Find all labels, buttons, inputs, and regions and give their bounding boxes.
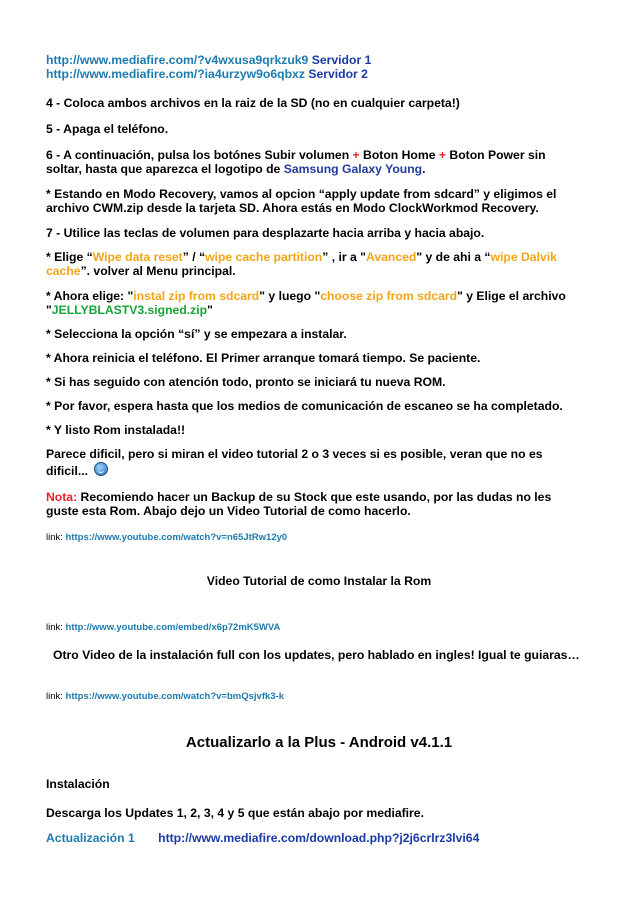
- reboot-step: * Ahora reinicia el teléfono. El Primer arranque tomará tiempo. Se paciente.: [46, 351, 481, 365]
- link-label: link:: [46, 691, 63, 702]
- step-7: 7 - Utilice las teclas de volumen para desplazarte hacia arriba y hacia abajo.: [46, 226, 485, 240]
- install-text: ": [207, 303, 213, 317]
- step-6-line-2: [46, 161, 426, 177]
- note-line-2: guste esta Rom. Abajo dejo un Video Tutorial de como hacerlo.: [46, 504, 411, 518]
- wipe-cache-option: wipe cache partition: [205, 250, 323, 264]
- video-link-1[interactable]: [46, 530, 287, 546]
- plus-sign: +: [438, 148, 447, 162]
- install-line-2: [46, 302, 213, 318]
- update-1-url[interactable]: http://www.mediafire.com/download.php?j2j6crlrz3lvi64: [158, 831, 480, 845]
- youtube-url-1[interactable]: https://www.youtube.com/watch?v=n65JtRw12y0: [65, 532, 288, 543]
- wipe-dalvik-cache-option: cache: [46, 264, 81, 278]
- rom-file-name: JELLYBLASTV3.signed.zip: [51, 303, 208, 317]
- note-label: Nota:: [46, 490, 78, 504]
- mirror-url-1[interactable]: http://www.mediafire.com/?v4wxusa9qrkzuk9: [46, 53, 309, 67]
- wipe-dalvik-option: wipe Dalvik: [490, 250, 557, 264]
- smiley-icon: [94, 462, 108, 476]
- hard-line-2: [46, 462, 108, 479]
- youtube-url-3[interactable]: https://www.youtube.com/watch?v=bmQsjvfk3-k: [65, 691, 284, 702]
- update-1-label: Actualización 1: [46, 831, 135, 845]
- hard-line-1: Parece dificil, pero si miran el video tutorial 2 o 3 veces si es posible, veran que no es: [46, 447, 543, 461]
- device-name: Samsung Galaxy Young: [283, 162, 423, 176]
- video-title-1: Video Tutorial de como Instalar la Rom: [206, 574, 432, 588]
- recovery-line-2: archivo CWM.zip desde la tarjeta SD. Ahora estás en Modo ClockWorkmod Recovery.: [46, 201, 539, 215]
- link-label: link:: [46, 622, 63, 633]
- hard-text: dificil...: [46, 464, 88, 478]
- install-heading: Instalación: [46, 777, 110, 791]
- choose-zip-option: choose zip from sdcard: [320, 289, 458, 303]
- mirror-label-2[interactable]: Servidor 2: [308, 67, 368, 81]
- link-label: link:: [46, 532, 63, 543]
- wipe-text: " y de ahi a “: [416, 250, 491, 264]
- follow-step: * Si has seguido con atención todo, pronto se iniciará tu nueva ROM.: [46, 375, 446, 389]
- mirror-link-2[interactable]: [46, 66, 368, 82]
- wipe-text: ”. volver al Menu principal.: [80, 264, 236, 278]
- youtube-url-2[interactable]: http://www.youtube.com/embed/x6p72mK5WVA: [65, 622, 281, 633]
- step-6-text-d: soltar, hasta que aparezca el logotipo de: [46, 162, 281, 176]
- recovery-line-1: * Estando en Modo Recovery, vamos al opcion “apply update from sdcard” y eligimos el: [46, 187, 557, 201]
- step-6-text-a: 6 - A continuación, pulsa los botónes Subir volumen: [46, 148, 350, 162]
- select-step: * Selecciona la opción “sí” y se empezara a instalar.: [46, 327, 347, 341]
- note-text: Recomiendo hacer un Backup de su Stock que este usando, por las dudas no les: [80, 490, 552, 504]
- wipe-line-2: [46, 263, 236, 279]
- install-text: ": [46, 303, 52, 317]
- install-zip-option: instal zip from sdcard: [133, 289, 260, 303]
- step-5: 5 - Apaga el teléfono.: [46, 122, 169, 136]
- wait-step: * Por favor, espera hasta que los medios de comunicación de escaneo se ha completado.: [46, 399, 563, 413]
- plus-sign: +: [352, 148, 360, 162]
- mirror-label-1[interactable]: Servidor 1: [311, 53, 372, 67]
- wipe-text: ” / “: [182, 250, 206, 264]
- advanced-option: Avanced: [365, 250, 417, 264]
- section-title: Actualizarlo a la Plus - Android v4.1.1: [185, 734, 453, 751]
- wipe-text: ” , ir a ": [322, 250, 366, 264]
- install-text: " y Elige el archivo: [457, 289, 566, 303]
- mirror-url-2[interactable]: http://www.mediafire.com/?ia4urzyw9o6qbxz: [46, 67, 305, 81]
- wipe-data-reset-option: Wipe data reset: [92, 250, 183, 264]
- step-6-text-e: .: [422, 162, 426, 176]
- step-6-text-c: Boton Power sin: [449, 148, 546, 162]
- video-link-2[interactable]: [46, 620, 280, 636]
- step-4: 4 - Coloca ambos archivos en la raiz de la SD (no en cualquier carpeta!): [46, 96, 460, 110]
- wipe-text: * Elige “: [46, 250, 93, 264]
- done-step: * Y listo Rom instalada!!: [46, 423, 186, 437]
- download-instruction: Descarga los Updates 1, 2, 3, 4 y 5 que están abajo por mediafire.: [46, 806, 424, 820]
- install-text: " y luego ": [259, 289, 321, 303]
- install-text: * Ahora elige: ": [46, 289, 134, 303]
- step-6-text-b: Boton Home: [363, 148, 436, 162]
- video-link-3[interactable]: [46, 689, 284, 705]
- update-1-link[interactable]: [46, 830, 479, 846]
- video-title-2: Otro Video de la instalación full con los updates, pero hablado en ingles! Igual te guiaras…: [53, 648, 580, 662]
